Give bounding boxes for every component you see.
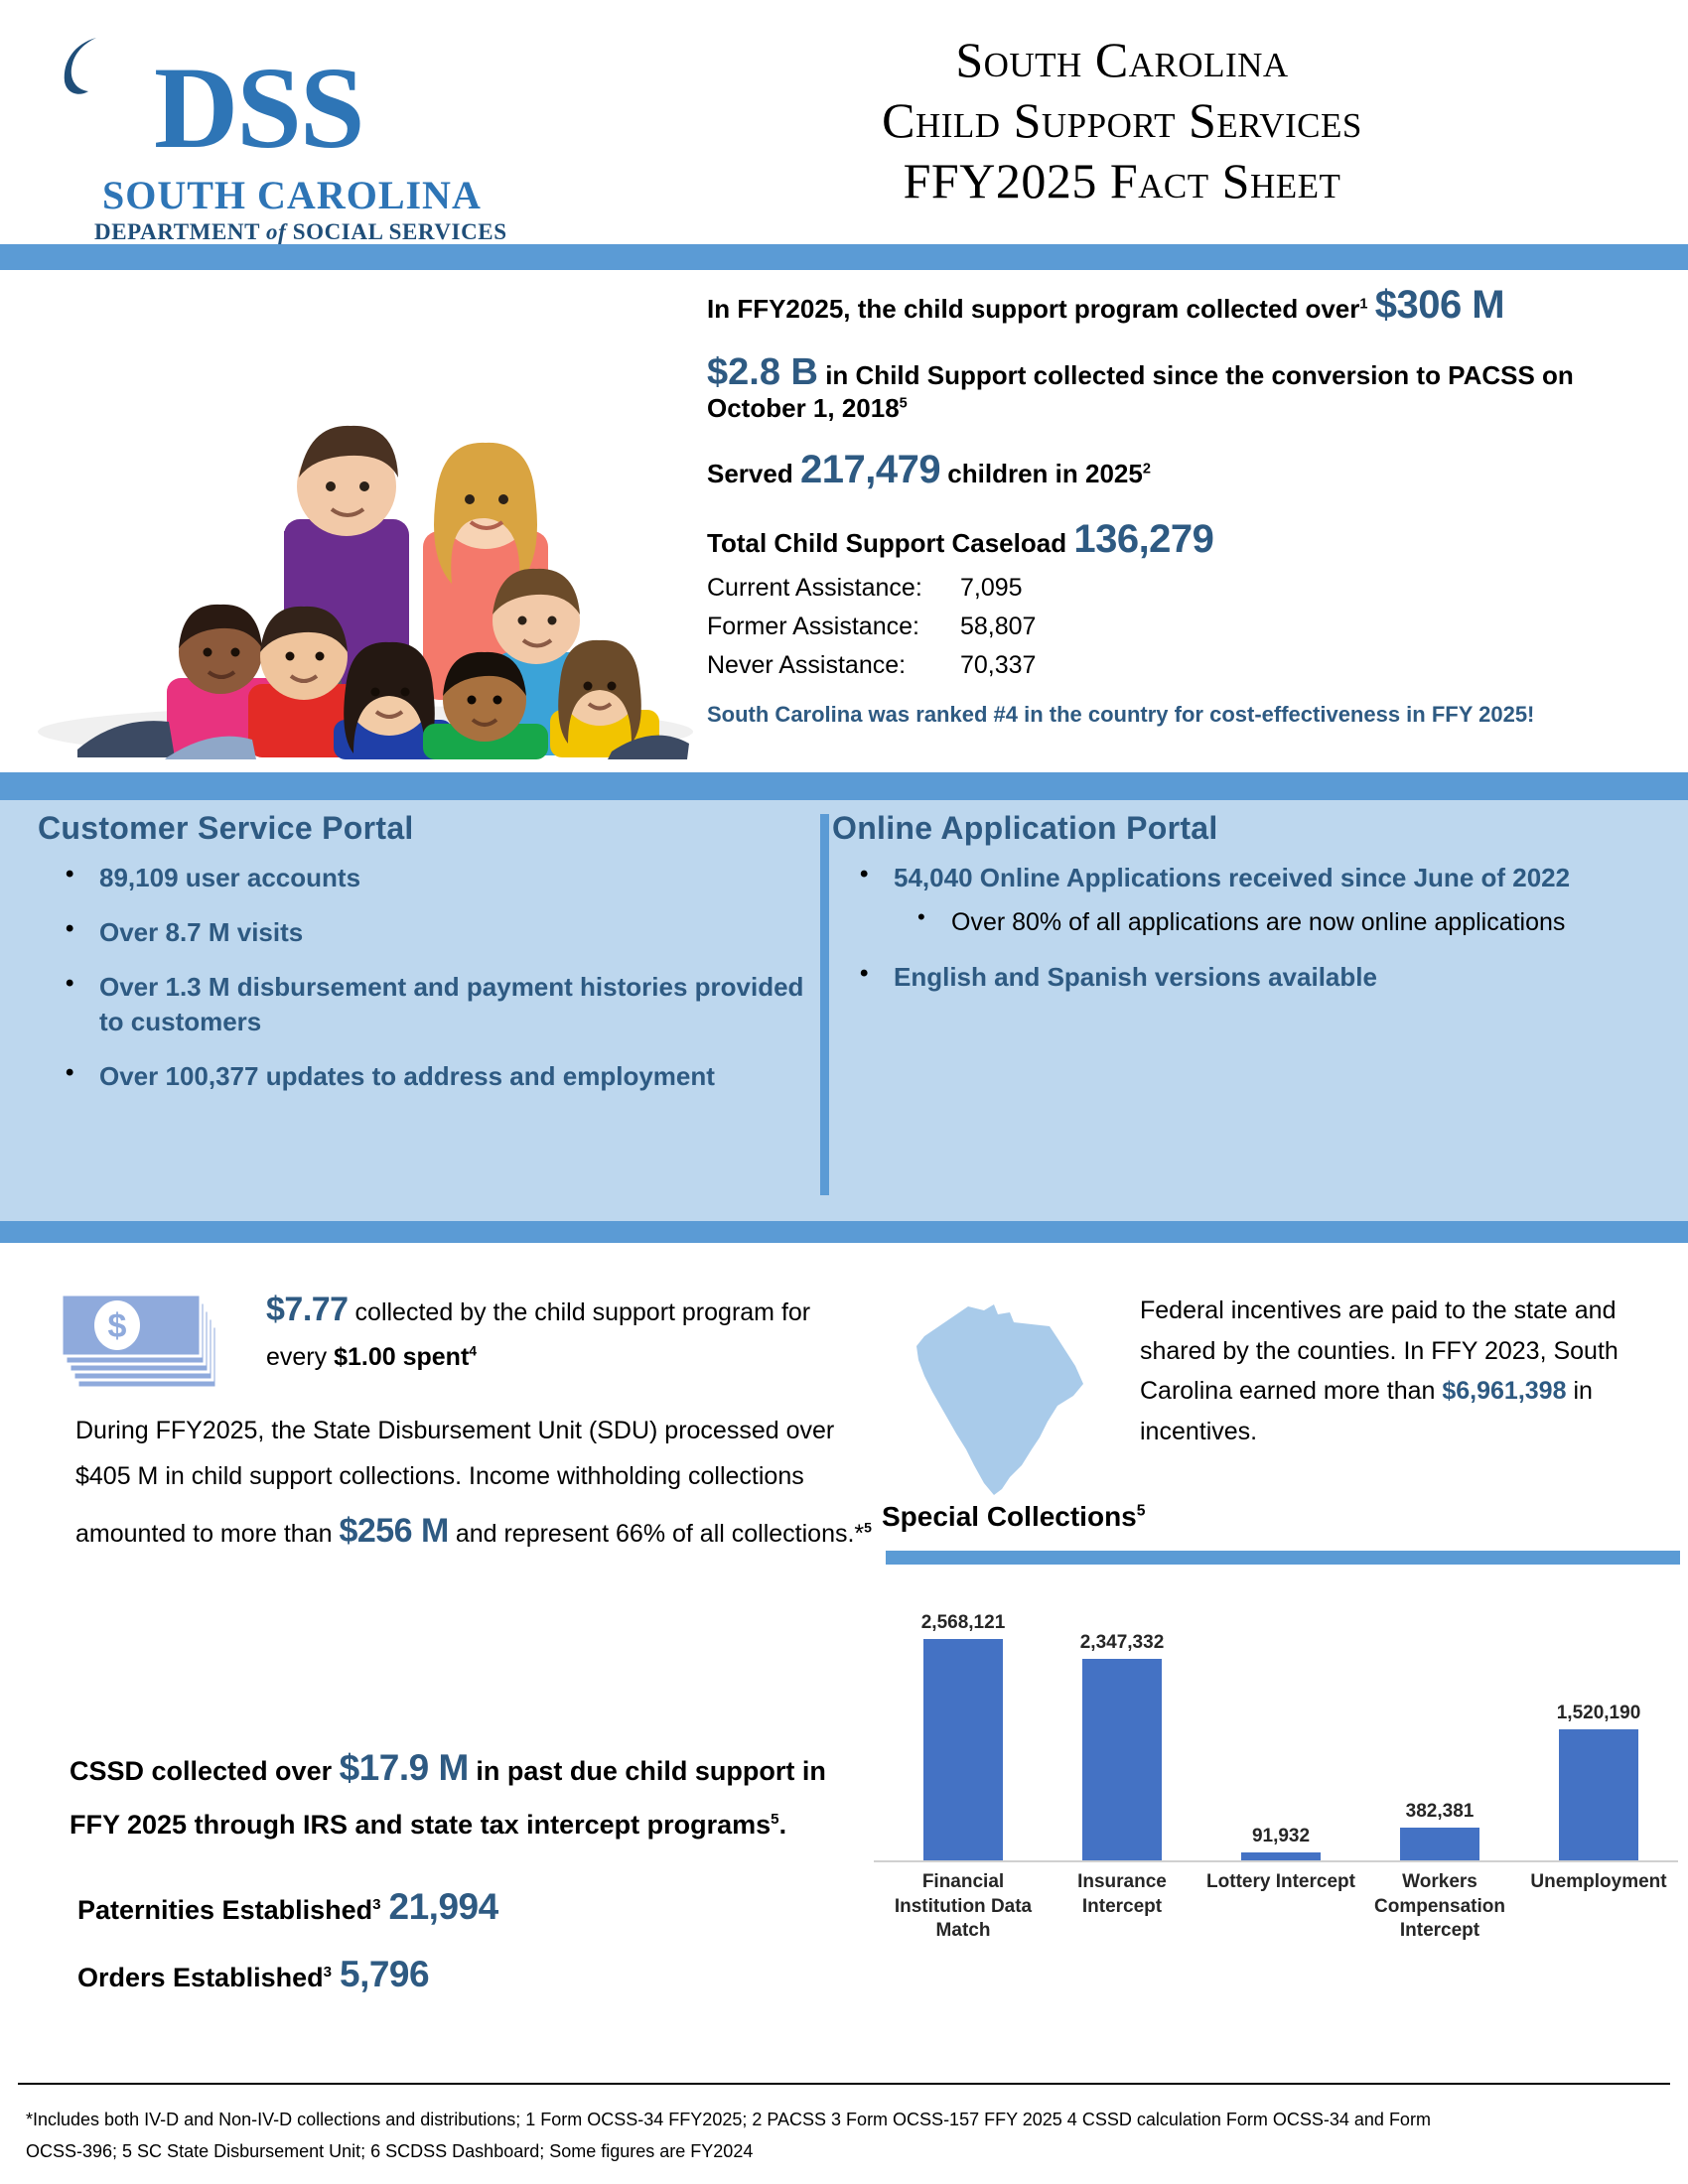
portal-section-divider-bar — [0, 772, 1688, 800]
paternities-established — [77, 1886, 773, 1928]
stat-since-sup: 5 — [899, 395, 908, 412]
caseload-row-value: 70,337 — [960, 651, 1037, 680]
ratio-spent: $1.00 spent — [334, 1343, 470, 1372]
list-item: • Over 1.3 M disbursement and payment histories provided to customers — [38, 970, 812, 1039]
caseload-total: 136,279 — [1073, 517, 1214, 562]
cssd-past-due-text — [70, 1735, 854, 1848]
chart-bar-value-label: 2,568,121 — [920, 1612, 1006, 1633]
chart-bar — [1400, 1828, 1479, 1860]
stat-since-amount: $2.8 B — [707, 351, 818, 393]
top-statistics — [707, 283, 1630, 728]
caseload-label: Total Child Support Caseload — [707, 528, 1067, 559]
chart-plot-area — [874, 1584, 1678, 1860]
chart-title-sup: 5 — [1136, 1502, 1146, 1520]
incentives-text-after: in incentives. — [1140, 1377, 1593, 1445]
chart-x-label: Workers Compensation Intercept — [1374, 1871, 1505, 1942]
customer-service-portal-list — [38, 861, 812, 1094]
chart-bar — [1559, 1729, 1638, 1860]
online-application-portal-list — [832, 861, 1646, 995]
caseload-heading — [707, 517, 1630, 562]
svg-text:$: $ — [107, 1307, 127, 1345]
title-line-1: South Carolina — [955, 32, 1289, 87]
caseload-row-value: 7,095 — [960, 574, 1023, 603]
stat-served-sup: 2 — [1142, 461, 1151, 478]
footnote-line-2: OCSS-396; 5 SC State Disbursement Unit; 6 SCDSS Dashboard; Some figures are FY2024 — [26, 2140, 754, 2161]
header-divider-bar — [0, 244, 1688, 270]
chart-bar-value-label: 2,347,332 — [1079, 1632, 1165, 1653]
caseload-row-never — [707, 651, 1630, 680]
stat-since-pacss — [707, 352, 1630, 422]
caseload-row-label: Former Assistance: — [707, 613, 919, 641]
cssd-period: . — [778, 1809, 787, 1840]
sdu-amount: $256 M — [339, 1511, 449, 1550]
chart-bar-column — [884, 1584, 1043, 1860]
chart-bar-value-label: 1,520,190 — [1556, 1703, 1641, 1723]
sub-list-item: • Over 80% of all applications are now online applications — [894, 905, 1646, 940]
south-carolina-state-map — [899, 1289, 1097, 1502]
ratio-spent-sup: 4 — [469, 1342, 478, 1359]
chart-title — [882, 1501, 1145, 1533]
list-item: • Over 8.7 M visits — [38, 915, 812, 950]
paternities-value: 21,994 — [388, 1886, 498, 1927]
customer-service-portal-title: Customer Service Portal — [38, 810, 414, 846]
logo-department — [94, 220, 507, 243]
portal-column-divider — [820, 814, 829, 1195]
group-of-children-photo — [18, 283, 713, 759]
cssd-prefix: CSSD collected over — [70, 1756, 333, 1786]
list-item — [832, 861, 1646, 940]
caseload-row-current — [707, 574, 1630, 603]
footer-divider — [18, 2083, 1670, 2085]
orders-value: 5,796 — [340, 1954, 430, 1994]
chart-bar — [923, 1639, 1003, 1860]
caseload-row-label: Never Assistance: — [707, 651, 907, 680]
stat-served-count: 217,479 — [799, 448, 941, 492]
orders-sup: 3 — [323, 1964, 332, 1980]
logo-department-suffix: SOCIAL SERVICES — [292, 219, 507, 244]
chart-x-axis — [874, 1860, 1678, 1862]
orders-label: Orders Established — [77, 1963, 324, 1992]
chart-bar-value-label: 91,932 — [1251, 1826, 1311, 1846]
paternities-sup: 3 — [372, 1896, 381, 1913]
cssd-amount: $17.9 M — [339, 1747, 469, 1788]
stat-served-suffix: children in 2025 — [947, 459, 1143, 489]
portals-panel — [0, 800, 1688, 1221]
incentives-text-before: Federal incentives are paid to the state and shared by the counties. In FFY 2023, South Carolina earned more than — [1140, 1297, 1618, 1405]
ratio-amount: $7.77 — [266, 1291, 349, 1328]
chart-x-label: Unemployment — [1530, 1871, 1667, 1892]
list-item: • English and Spanish versions available — [832, 960, 1646, 995]
chart-title-underline — [886, 1551, 1680, 1565]
chart-bar — [1082, 1659, 1162, 1860]
list-item-text: 54,040 Online Applications received since June of 2022 — [894, 863, 1571, 892]
chart-x-label: Lottery Intercept — [1206, 1871, 1355, 1892]
stack-of-money-icon — [62, 1287, 245, 1396]
paternities-label: Paternities Established — [77, 1895, 373, 1925]
page-header — [0, 0, 1688, 243]
logo-acronym: DSS — [154, 43, 363, 173]
stat-since-text: in Child Support collected since the conversion to PACSS on October 1, 2018 — [707, 360, 1574, 423]
online-application-sub-list — [894, 905, 1646, 940]
stat-children-served — [707, 448, 1630, 491]
stat-served-prefix: Served — [707, 459, 793, 489]
orders-established — [77, 1954, 773, 1995]
title-line-2: Child Support Services — [882, 92, 1362, 148]
caseload-row-former — [707, 613, 1630, 641]
stat-collected-amount: $306 M — [1374, 283, 1505, 327]
footnote-line-1: *Includes both IV-D and Non-IV-D collections and distributions; 1 Form OCSS-34 FFY2025; 2 PACSS 3 Form OCSS-157 FFY 2025 4 CSSD calculation Form OCSS-34 and Form — [26, 2110, 1431, 2129]
cost-effectiveness-rank: South Carolina was ranked #4 in the country for cost-effectiveness in FFY 2025! — [707, 702, 1535, 728]
title-line-3: FFY2025 Fact Sheet — [903, 153, 1341, 208]
dss-logo — [55, 22, 521, 244]
chart-bar-column — [1519, 1584, 1678, 1860]
cssd-sup: 5 — [771, 1810, 779, 1828]
caseload-row-label: Current Assistance: — [707, 574, 922, 603]
online-application-portal — [832, 810, 1646, 1015]
customer-service-portal — [38, 810, 812, 1114]
sdu-line-2: and represent 66% of all collections.* — [455, 1519, 865, 1548]
sdu-line-1: During FFY2025, the State Disbursement Unit (SDU) processed over $405 M in child support collections. Income withholding collections amounted to more than — [75, 1417, 835, 1548]
list-item: • 89,109 user accounts — [38, 861, 812, 895]
chart-bar-column — [1201, 1584, 1360, 1860]
page-title — [596, 30, 1648, 211]
chart-bar-column — [1043, 1584, 1201, 1860]
caseload-breakdown — [707, 574, 1630, 680]
chart-x-label: Insurance Intercept — [1077, 1871, 1167, 1917]
special-collections-chart — [874, 1584, 1678, 1942]
cssd-suffix: in past due child support in FFY 2025 through IRS and state tax intercept programs — [70, 1756, 826, 1840]
chart-bar — [1241, 1852, 1321, 1860]
list-item: • Over 100,377 updates to address and employment — [38, 1059, 812, 1094]
sdu-paragraph — [75, 1408, 880, 1562]
caseload-row-value: 58,807 — [960, 613, 1037, 641]
portal-section-bottom-bar — [0, 1221, 1688, 1243]
chart-x-label: Financial Institution Data Match — [894, 1871, 1033, 1942]
logo-state: SOUTH CAROLINA — [102, 173, 482, 217]
stat-collected — [707, 283, 1630, 327]
chart-bar-value-label: 382,381 — [1405, 1801, 1475, 1822]
cost-effectiveness-ratio — [266, 1283, 872, 1378]
logo-department-of: of — [266, 219, 287, 244]
stat-collected-prefix: In FFY2025, the child support program collected over — [707, 294, 1360, 324]
logo-department-prefix: DEPARTMENT — [94, 219, 260, 244]
chart-title-text: Special Collections — [882, 1501, 1137, 1532]
footnotes — [26, 2105, 1664, 2167]
crescent-moon-icon — [55, 36, 106, 97]
ratio-text-mid: collected by the child support program for every — [266, 1298, 811, 1372]
federal-incentives-text — [1140, 1291, 1656, 1451]
stat-collected-sup: 1 — [1359, 296, 1368, 313]
chart-bar-column — [1360, 1584, 1519, 1860]
incentives-amount: $6,961,398 — [1442, 1377, 1567, 1405]
online-application-portal-title: Online Application Portal — [832, 810, 1218, 846]
sdu-line-2-sup: 5 — [864, 1519, 872, 1536]
chart-x-axis-labels — [874, 1870, 1678, 1970]
